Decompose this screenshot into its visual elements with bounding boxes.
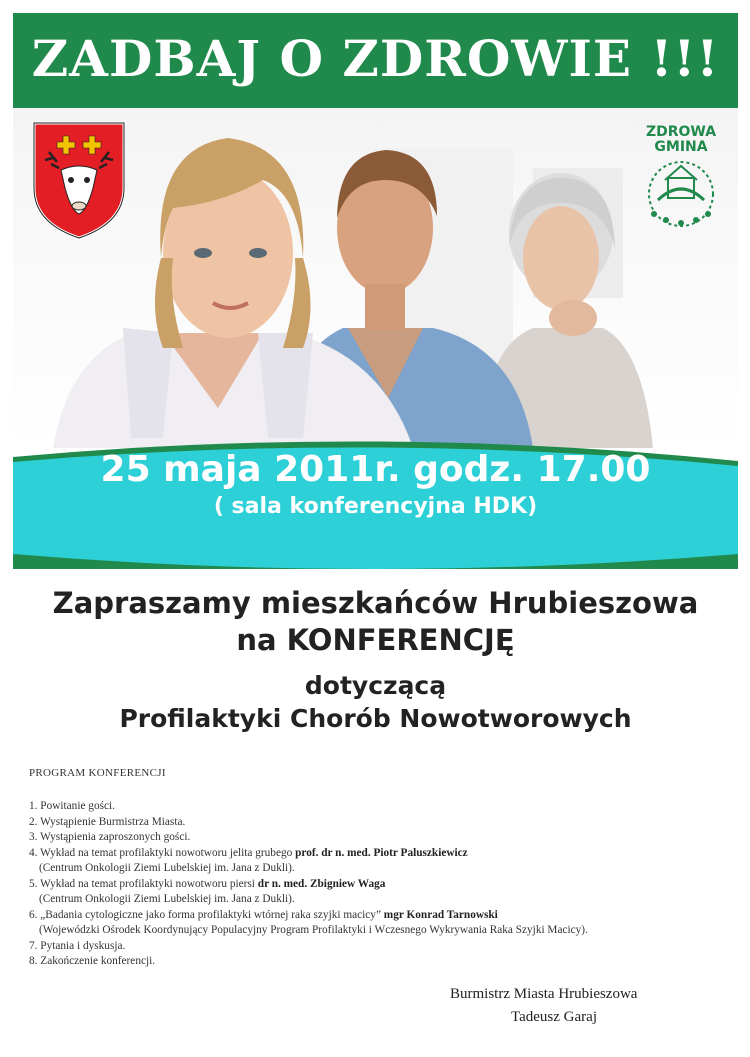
program-item: 4. Wykład na temat profilaktyki nowotworu jelita grubego prof. dr n. med. Piotr Paluszkiewicz — [29, 846, 468, 859]
logo-text-1: ZDROWA — [645, 124, 717, 140]
invite-line-2: na KONFERENCJĘ — [236, 623, 515, 657]
program-item: 2. Wystąpienie Burmistrza Miasta. — [29, 815, 186, 828]
event-venue: ( sala konferencyjna HDK) — [213, 494, 538, 519]
program-item: 5. Wykład na temat profilaktyki nowotworu piersi dr n. med. Zbigniew Waga — [29, 877, 386, 890]
poster — [13, 13, 738, 1045]
program-item: 8. Zakończenie konferencji. — [29, 955, 156, 967]
speaker-name: mgr Konrad Tarnowski — [383, 908, 498, 921]
speaker-name: prof. dr n. med. Piotr Paluszkiewicz — [295, 846, 468, 859]
speaker-name: dr n. med. Zbigniew Waga — [257, 877, 386, 890]
program-item: 1. Powitanie gości. — [29, 800, 115, 812]
program-title: PROGRAM KONFERENCJI — [29, 767, 166, 779]
event-date: 25 maja 2011r. godz. 17.00 — [100, 449, 651, 490]
signature-name: Tadeusz Garaj — [511, 1009, 597, 1025]
coat-of-arms-icon — [29, 118, 129, 242]
logo-text-2: GMINA — [654, 139, 708, 155]
signature-title: Burmistrz Miasta Hrubieszowa — [450, 986, 638, 1002]
program-item-sub: (Wojewódzki Ośrodek Koordynujący Populacyjny Program Profilaktyki i Wczesnego Wykrywania Raka Szyjki Macicy). — [39, 924, 588, 936]
headline: ZADBAJ O ZDROWIE !!! — [31, 29, 720, 88]
program-list — [29, 799, 734, 970]
program-item: 3. Wystąpienia zaproszonych gości. — [29, 831, 191, 843]
program-item-sub: (Centrum Onkologii Ziemi Lubelskiej im. Jana z Dukli). — [39, 893, 295, 905]
photo-area — [13, 108, 738, 448]
program-item: 6. „Badania cytologiczne jako forma profilaktyki wtórnej raka szyjki macicy” mgr Konrad Tarnowski — [29, 908, 498, 921]
program — [29, 767, 734, 970]
zdrowa-gmina-logo — [636, 118, 726, 236]
invite-line-1: Zapraszamy mieszkańców Hrubieszowa — [52, 586, 699, 620]
invite-line-4: Profilaktyki Chorób Nowotworowych — [119, 704, 632, 733]
program-item-sub: (Centrum Onkologii Ziemi Lubelskiej im. Jana z Dukli). — [39, 862, 295, 874]
program-item: 7. Pytania i dyskusja. — [29, 939, 126, 952]
invite-line-3: dotyczącą — [304, 671, 447, 700]
